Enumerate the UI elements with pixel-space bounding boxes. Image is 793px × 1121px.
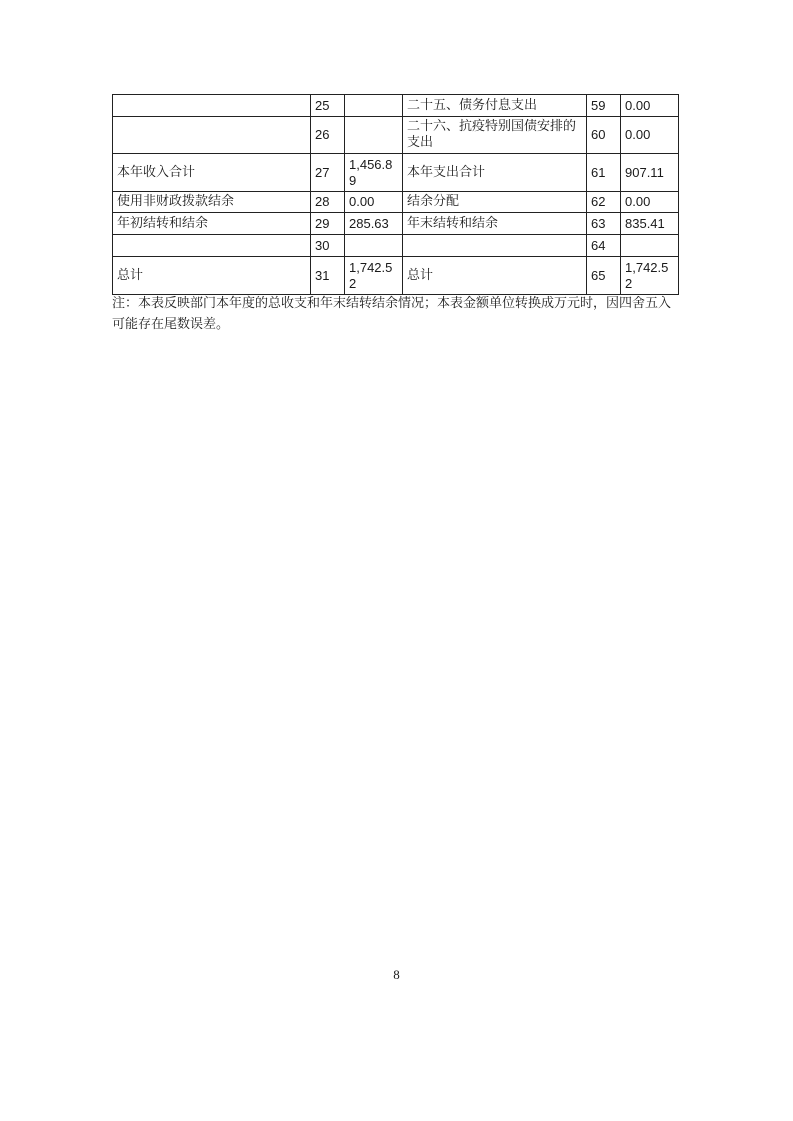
- income-row-number: 31: [311, 257, 345, 295]
- expense-item-label: 结余分配: [403, 192, 587, 213]
- table-row: [113, 154, 679, 192]
- expense-item-label: [403, 235, 587, 257]
- expense-row-number: 60: [587, 117, 621, 154]
- expense-row-number: 64: [587, 235, 621, 257]
- expense-row-number: 59: [587, 95, 621, 117]
- table-row: [113, 235, 679, 257]
- income-amount: 285.63: [345, 213, 403, 235]
- budget-summary-table: [112, 94, 679, 295]
- income-item-label: [113, 95, 311, 117]
- table-footnote: 注：本表反映部门本年度的总收支和年末结转结余情况；本表金额单位转换成万元时，因四舍五入可能存在尾数误差。: [112, 296, 672, 332]
- table-row: [113, 213, 679, 235]
- expense-row-number: 63: [587, 213, 621, 235]
- income-item-label: 总计: [113, 257, 311, 295]
- income-amount: 1,742.52: [345, 257, 403, 295]
- income-item-label: [113, 235, 311, 257]
- income-item-label: 使用非财政拨款结余: [113, 192, 311, 213]
- table-row: [113, 117, 679, 154]
- income-amount: 1,456.89: [345, 154, 403, 192]
- table-row: [113, 257, 679, 295]
- income-row-number: 26: [311, 117, 345, 154]
- expense-amount: 835.41: [621, 213, 679, 235]
- income-row-number: 28: [311, 192, 345, 213]
- income-amount: [345, 117, 403, 154]
- table-row: [113, 192, 679, 213]
- expense-amount: 0.00: [621, 95, 679, 117]
- table-row: [113, 95, 679, 117]
- expense-item-label: 二十六、抗疫特别国债安排的支出: [403, 117, 587, 154]
- expense-item-label: 本年支出合计: [403, 154, 587, 192]
- income-row-number: 29: [311, 213, 345, 235]
- expense-row-number: 61: [587, 154, 621, 192]
- income-item-label: 本年收入合计: [113, 154, 311, 192]
- income-item-label: 年初结转和结余: [113, 213, 311, 235]
- expense-item-label: 总计: [403, 257, 587, 295]
- expense-item-label: 年末结转和结余: [403, 213, 587, 235]
- expense-amount: [621, 235, 679, 257]
- income-amount: [345, 95, 403, 117]
- expense-amount: 907.11: [621, 154, 679, 192]
- page-number: 8: [393, 967, 400, 982]
- expense-row-number: 62: [587, 192, 621, 213]
- expense-amount: 1,742.52: [621, 257, 679, 295]
- income-row-number: 27: [311, 154, 345, 192]
- expense-item-label: 二十五、债务付息支出: [403, 95, 587, 117]
- income-row-number: 30: [311, 235, 345, 257]
- income-amount: [345, 235, 403, 257]
- expense-amount: 0.00: [621, 192, 679, 213]
- expense-row-number: 65: [587, 257, 621, 295]
- expense-amount: 0.00: [621, 117, 679, 154]
- income-item-label: [113, 117, 311, 154]
- income-row-number: 25: [311, 95, 345, 117]
- income-amount: 0.00: [345, 192, 403, 213]
